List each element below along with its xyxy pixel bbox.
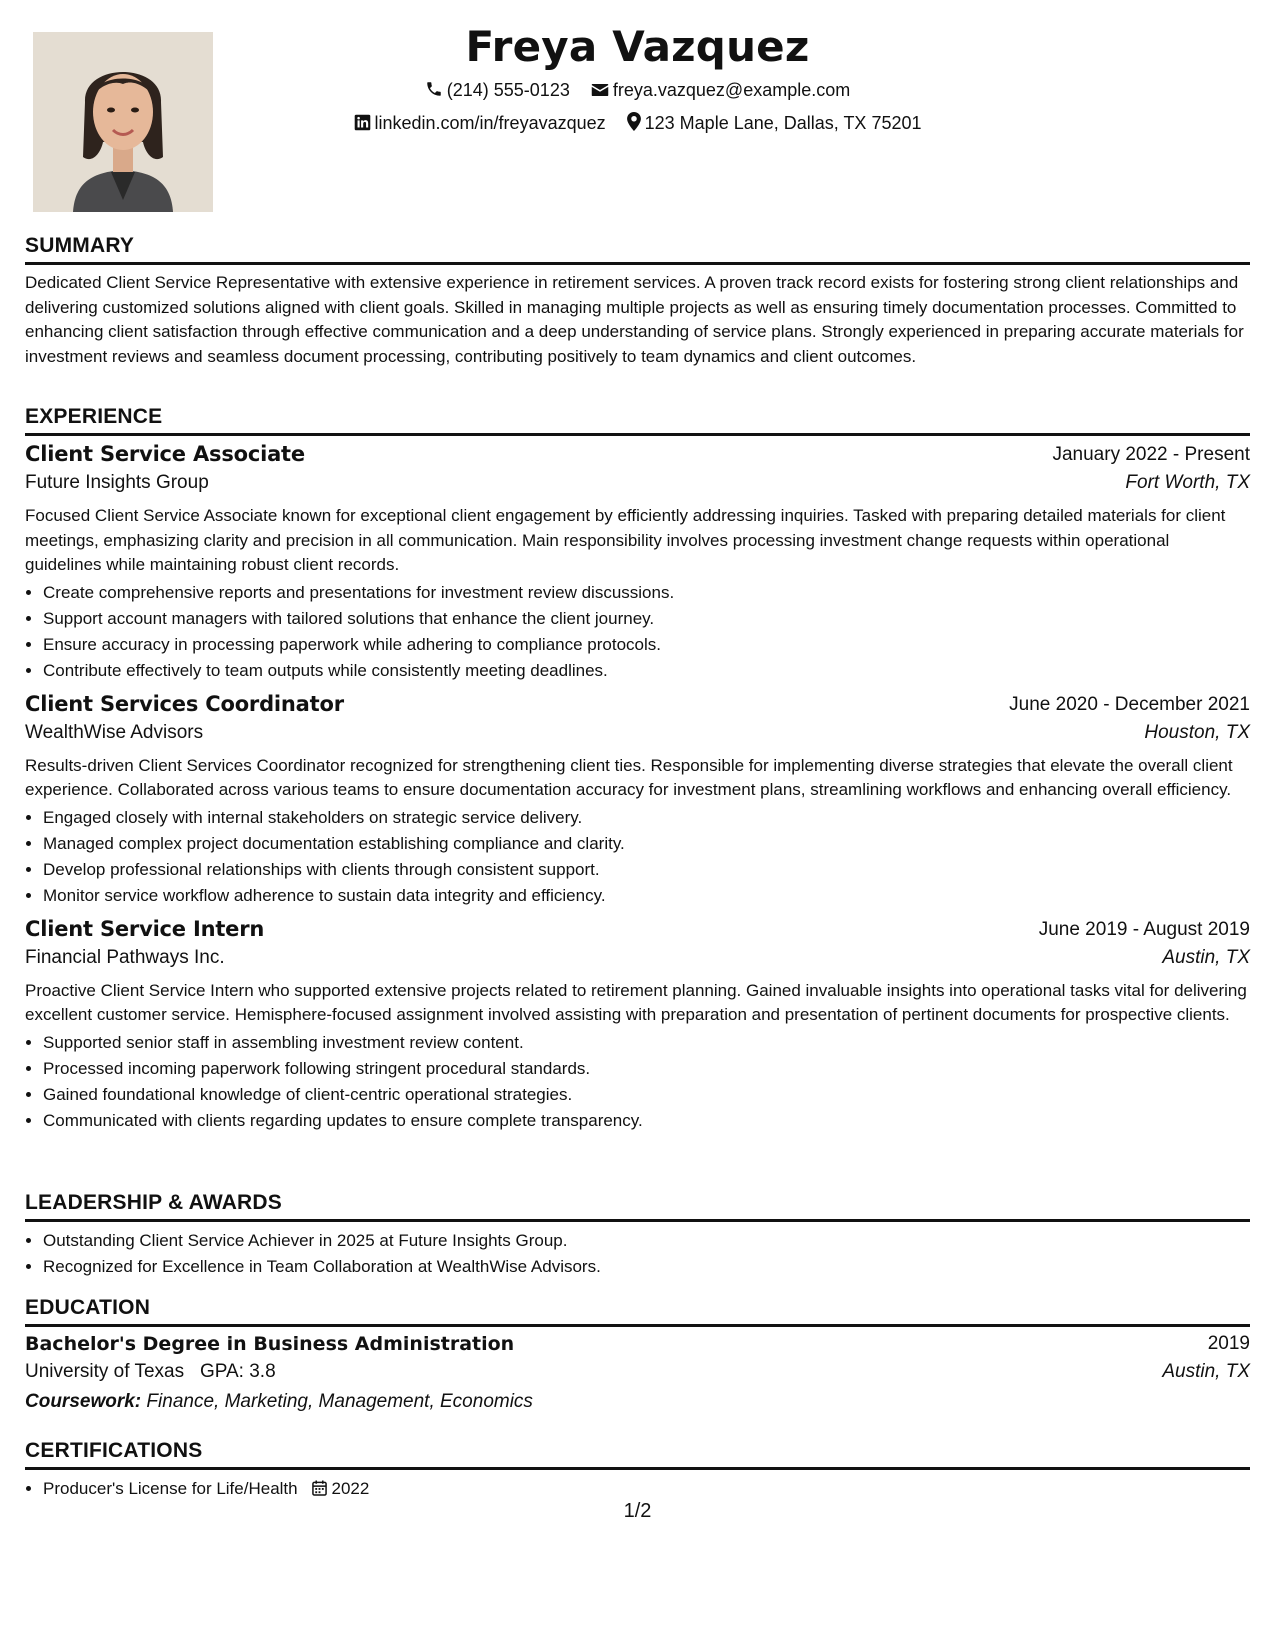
map-pin-icon	[627, 112, 641, 131]
job-company: Financial Pathways Inc.	[25, 946, 225, 968]
list-item: • Recognized for Excellence in Team Collaboration at WealthWise Advisors.	[43, 1254, 1250, 1280]
certification-name: Producer's License for Life/Health	[43, 1479, 298, 1498]
school-line	[25, 1361, 276, 1383]
phone-icon	[425, 80, 443, 98]
coursework-list: Finance, Marketing, Management, Economics	[146, 1391, 533, 1412]
linkedin-contact[interactable]	[354, 113, 606, 134]
calendar-icon	[312, 1480, 327, 1496]
job-title: Client Service Associate	[25, 442, 305, 466]
job-entry	[25, 692, 1250, 909]
awards-section	[25, 1191, 1250, 1280]
list-item: • Outstanding Client Service Achiever in 2025 at Future Insights Group.	[43, 1228, 1250, 1254]
job-location: Austin, TX	[1162, 946, 1250, 968]
list-item: • Create comprehensive reports and presentations for investment review discussions.	[43, 580, 1250, 606]
address-contact	[627, 112, 922, 134]
list-item: • Develop professional relationships with clients through consistent support.	[43, 857, 1250, 883]
list-item: • Gained foundational knowledge of client-centric operational strategies.	[43, 1082, 1250, 1108]
certifications-list	[25, 1476, 1250, 1502]
education-section	[25, 1296, 1250, 1413]
list-item: • Supported senior staff in assembling investment review content.	[43, 1030, 1250, 1056]
job-bullets	[25, 1030, 1250, 1134]
contact-row-secondary	[25, 112, 1250, 134]
list-item: • Ensure accuracy in processing paperwork while adhering to compliance protocols.	[43, 632, 1250, 658]
list-item: • Communicated with clients regarding updates to ensure complete transparency.	[43, 1108, 1250, 1134]
page-number: 1/2	[623, 1500, 652, 1522]
resume-page	[25, 0, 1250, 1650]
experience-section	[25, 405, 1250, 1134]
job-title: Client Services Coordinator	[25, 691, 344, 716]
linkedin-icon	[354, 114, 371, 131]
job-bullets	[25, 805, 1250, 909]
experience-heading: EXPERIENCE	[25, 405, 1250, 436]
job-description: Focused Client Service Associate known for exceptional client engagement by efficiently addressing inquiries. Tasked with preparing detailed materials for client meetings, emphasizing clarity and precision in all communication. Main responsibility involves processing investment change requests within operational guidelines while maintaining robust client records.	[25, 506, 1226, 574]
school-location: Austin, TX	[1162, 1361, 1250, 1382]
job-entry	[25, 442, 1250, 684]
job-entry	[25, 917, 1250, 1134]
job-title: Client Service Intern	[25, 916, 265, 941]
summary-text: Dedicated Client Service Representative with extensive experience in retirement services. A proven track record exists for fostering strong client relationships and delivering customized solutions aligned with client goals. Skilled in managing multiple projects as well as ensuring timely documentation processes. Committed to enhancing client satisfaction through effective communication and a deep understanding of service plans. Strongly experienced in preparing accurate materials for investment reviews and seamless document processing, contributing positively to team dynamics and client outcomes.	[25, 273, 1244, 366]
job-location: Houston, TX	[1144, 721, 1250, 743]
job-location: Fort Worth, TX	[1125, 472, 1250, 493]
job-dates: June 2020 - December 2021	[1009, 693, 1250, 715]
summary-section	[25, 234, 1250, 369]
list-item: • Monitor service workflow adherence to sustain data integrity and efficiency.	[43, 883, 1250, 909]
phone-text: (214) 555-0123	[446, 80, 570, 100]
school-name: University of Texas	[25, 1361, 185, 1382]
email-contact[interactable]	[591, 80, 850, 101]
job-description: Results-driven Client Services Coordinator recognized for strengthening client ties. Responsible for implementing diverse strategies that elevate the overall client experience. Collaborated across various teams to ensure documentation accuracy for investment plans, streamlining workflows and enhancing overall efficiency.	[25, 755, 1233, 799]
degree-title: Bachelor's Degree in Business Administration	[25, 1333, 515, 1355]
contact-row-primary	[25, 80, 1250, 101]
gpa: GPA: 3.8	[199, 1361, 276, 1382]
coursework-line	[25, 1391, 1250, 1413]
list-item: • Contribute effectively to team outputs while consistently meeting deadlines.	[43, 658, 1250, 684]
graduation-year: 2019	[1207, 1333, 1250, 1354]
summary-heading: SUMMARY	[25, 234, 1250, 265]
list-item: • Managed complex project documentation establishing compliance and clarity.	[43, 831, 1250, 857]
list-item: • Support account managers with tailored solutions that enhance the client journey.	[43, 606, 1250, 632]
job-description: Proactive Client Service Intern who supported extensive projects related to retirement planning. Gained invaluable insights into operational tasks vital for delivering excellent customer service. Hemisphere-focused assignment involved assisting with preparation and presentation of pertinent documents for prospective clients.	[25, 980, 1247, 1024]
job-company: Future Insights Group	[25, 472, 209, 493]
job-bullets	[25, 580, 1250, 684]
list-item: • Processed incoming paperwork following stringent procedural standards.	[43, 1056, 1250, 1082]
address-text: 123 Maple Lane, Dallas, TX 75201	[644, 113, 922, 133]
list-item	[43, 1476, 1250, 1502]
job-company: WealthWise Advisors	[25, 721, 204, 743]
candidate-name: Freya Vazquez	[465, 22, 810, 71]
coursework-label: Coursework:	[25, 1391, 142, 1412]
phone-contact[interactable]	[425, 80, 570, 101]
certification-year: 2022	[331, 1479, 370, 1498]
certifications-heading: CERTIFICATIONS	[25, 1439, 1250, 1470]
awards-list	[25, 1228, 1250, 1280]
certifications-section	[25, 1439, 1250, 1502]
job-dates: January 2022 - Present	[1052, 444, 1250, 465]
envelope-icon	[591, 82, 609, 98]
linkedin-text: linkedin.com/in/freyavazquez	[374, 113, 606, 133]
awards-heading: LEADERSHIP & AWARDS	[25, 1191, 1250, 1222]
job-dates: June 2019 - August 2019	[1038, 918, 1250, 940]
list-item: • Engaged closely with internal stakeholders on strategic service delivery.	[43, 805, 1250, 831]
education-heading: EDUCATION	[25, 1296, 1250, 1327]
email-text: freya.vazquez@example.com	[612, 80, 851, 100]
